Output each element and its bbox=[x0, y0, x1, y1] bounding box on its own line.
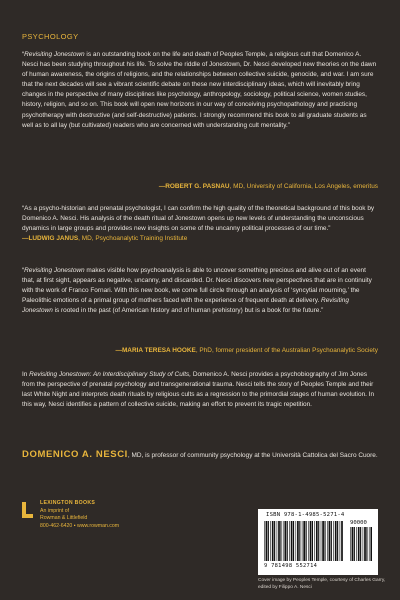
publisher-name: LEXINGTON BOOKS bbox=[40, 500, 96, 506]
publisher-info bbox=[40, 500, 119, 530]
review-hooke-attribution bbox=[116, 346, 379, 356]
barcode-digits: 9 781498 552714 bbox=[264, 563, 318, 569]
summary-prefix: In bbox=[22, 371, 30, 378]
review-text: is rooted in the past (of American history and of human prehistory) but is a book for the future.” bbox=[52, 307, 324, 315]
review-janus-attribution bbox=[22, 235, 187, 242]
reviewer-name: —ROBERT G. PASNAU bbox=[158, 183, 230, 190]
book-title-ref: Revisiting Jonestown bbox=[24, 51, 85, 58]
book-summary bbox=[22, 370, 378, 410]
publisher-imprint: An imprint of bbox=[40, 507, 70, 514]
review-text: makes visible how psychoanalysis is able to uncover something precious and alive out of an event that, at first sight, appears as negative, uncanny, and discarded. Dr. Nesci discovers new perspectives that are in continuity with the work of Franco Fornari. With this new book, we come full circle through an analysis of ‘syncytial mourning,’ the Paleolithic emotions of a primal group of mothers faced with the experience of frequent death at delivery. bbox=[22, 267, 372, 305]
isbn-barcode bbox=[258, 509, 378, 575]
price-addon-bars bbox=[350, 527, 372, 561]
review-text: is an outstanding book on the life and death of Peoples Temple, a religious cult that Domenico A. Nesci has been studying throughout his life. To solve the riddle of Jonestown, Dr. Nesci developed new theories on the dawn of human awareness, the origins of religions, and the relationships between collective suicide, genocide, and war. I am sure that the next decades will see a vibrant scientific debate on these new interdisciplinary ideas, which will inevitably bring changes in the perspective of many disciplines like psychology, anthropology, sociology, political science, women studies, history, religion, and so on. This book will open new horizons in our way of conceiving psychopathology and practicing psychotherapy with destructive (and self-destructive) patients. I strongly recommend this book to all graduate students as well as to all lay (but cultivated) readers who are concerned with understanding cult mentality.” bbox=[22, 51, 377, 129]
reviewer-affiliation: , MD, University of California, Los Angeles, emeritus bbox=[229, 183, 378, 190]
publisher-contact: 800-462-6420 ▪ www.rowman.com bbox=[40, 522, 120, 529]
reviewer-name: —MARIA TERESA HOOKE bbox=[115, 347, 196, 354]
reviewer-name: —LUDWIG JANUS bbox=[22, 235, 79, 243]
review-pasnau: “Revisiting Jonestown is an outstanding book on the life and death of Peoples Temple, a religious cult that Domenico A. Nesci has been studying throughout his life. To solve the riddle of Jonestown, Dr. Nesci developed new theories on the dawn of human awareness, the origins of religions, and the relationships between collective suicide, genocide, and war. I am sure that the next decades will see a vibrant scientific debate on these new interdisciplinary ideas, which will inevitably bring changes in the perspective of many disciplines like psychology, anthropology, sociology, political science, women studies, history, religion, and so on. This book will open new horizons in our way of conceiving psychopathology and practicing psychotherapy with destructive (and self-destructive) patients. I strongly recommend this book to all graduate students as well as to all lay (but cultivated) readers who are concerned with understanding cult mentality.” bbox=[22, 51, 377, 129]
reviewer-affiliation: , MD, Psychoanalytic Training Institute bbox=[78, 235, 188, 243]
review-hooke: “Revisiting Jonestown makes visible how psychoanalysis is able to uncover something precious and alive out of an event that, at first sight, appears as negative, uncanny, and discarded. Dr. Nesci discovers new perspectives that are in continuity with the work of Franco Fornari. With this new book, we come full circle through an analysis of ‘syncytial mourning,’ the Paleolithic emotions of a primal group of mothers faced with the experience of frequent death at delivery. Revisiting Jonestown is rooted in the past (of American history and of human prehistory) but is a book for the future.” bbox=[22, 267, 372, 315]
isbn-number: ISBN 978-1-4985-5271-4 bbox=[266, 512, 345, 518]
reviewer-affiliation: , PhD, former president of the Australian Psychoanalytic Society bbox=[195, 347, 378, 354]
author-bio bbox=[22, 450, 378, 461]
book-title-ref: Revisiting Jonestown: An Interdisciplinary Study of Cults, bbox=[29, 371, 192, 378]
review-pasnau-attribution bbox=[159, 182, 378, 192]
review-text: “As a psycho-historian and prenatal psychologist, I can confirm the high quality of the theoretical background of this book by Domenico A. Nesci. His analysis of the death ritual of Jonestown opens up new levels of understanding the unconscious dynamics in large groups and provides new insights on some of the uncanny political processes of our time.” bbox=[22, 205, 375, 233]
price-addon-number: 90000 bbox=[350, 520, 367, 526]
author-details: , MD, is professor of community psychology at the Università Cattolica del Sacro Cuore. bbox=[127, 452, 378, 459]
cover-credit: Cover image by Peoples Temple, courtesy of Charles Garry, edited by Filippo A. Nesci bbox=[258, 578, 386, 590]
category-label: PSYCHOLOGY bbox=[22, 32, 79, 41]
book-title-ref: Revisiting Jonestown bbox=[24, 267, 85, 274]
review-janus bbox=[22, 204, 378, 244]
book-title-ref: Revisiting Jonestown bbox=[22, 297, 349, 315]
publisher-block bbox=[22, 500, 202, 550]
summary-text: Domenico A. Nesci provides a psychobiography of Jim Jones from the perspective of prenatal psychology and transgenerational trauma. Nesci tells the story of Peoples Temple and their last White Night and interprets death rituals by religious cults as a regression to the primordial stages of human evolution. In this way, Nesci identifies a pattern of collective suicide, making an effort to prevent its tragic repetition. bbox=[22, 371, 375, 409]
publisher-logo-icon bbox=[22, 502, 34, 518]
barcode-bars bbox=[264, 521, 344, 561]
publisher-parent: Rowman & Littlefield bbox=[40, 515, 88, 522]
author-name: DOMENICO A. NESCI bbox=[22, 449, 128, 460]
